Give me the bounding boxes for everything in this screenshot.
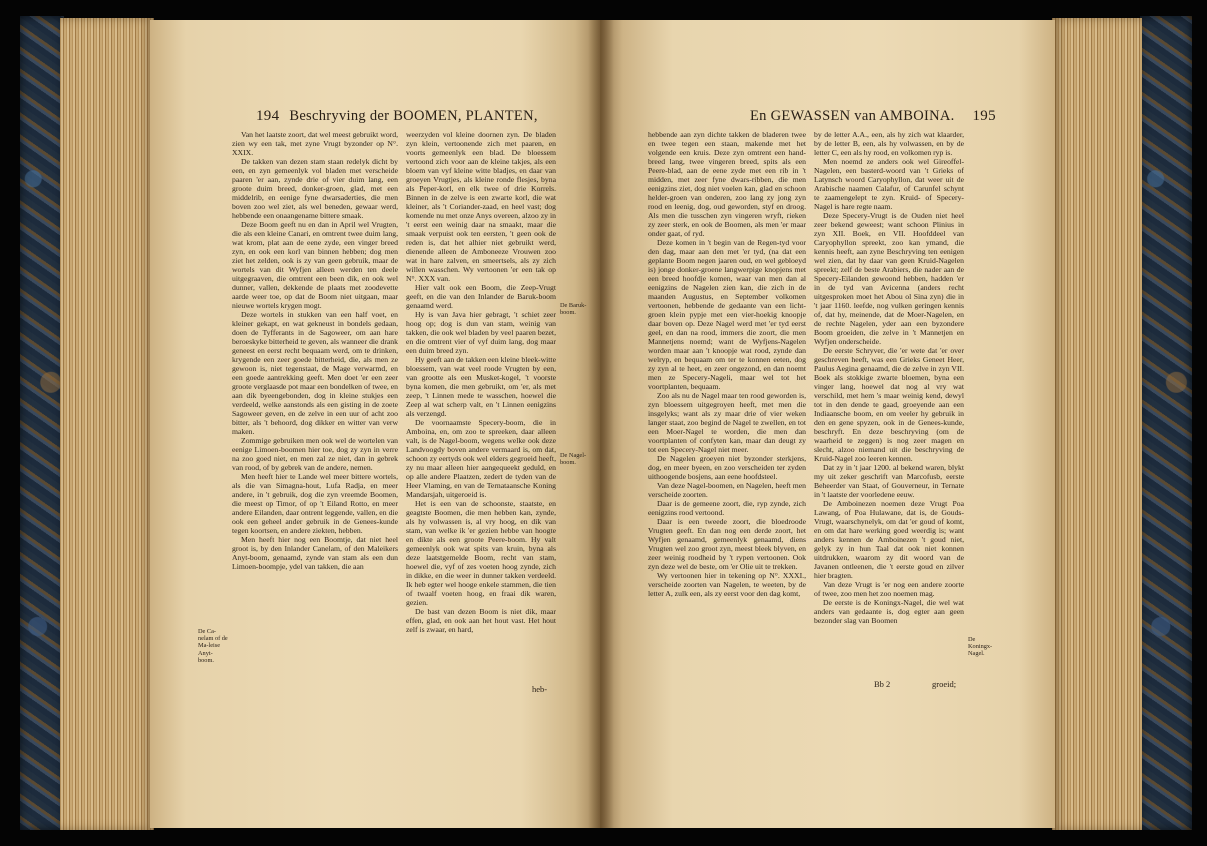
margin-note: De Ca-nelam of de Ma-leise Anyt-boom. — [198, 628, 228, 664]
margin-note: De Koningx-Nagel. — [968, 636, 993, 658]
paragraph: Van deze Nagel-boomen, en Nagelen, heeft men verscheide zoorten. — [648, 481, 806, 499]
paragraph: De eerste Schryver, die 'er wete dat 'er over geschreven heeft, was een Grieks Geneet Heer, Paulus Aegina genaamd, die de zelve in zyn VII. Boek als stokkige zwarte bloemen, byna een vinger lang, hoewel dat nog al vry wat verschild, met hem 's maar weinig kend, dewyl tot in den dende te gaad, groeyende aan een Indiaansche boom, en om veeler hy gebruik in den en gene spyzen, ook in de Genees-kunde, beschryft. En deze beschryving (om de waarheid te zeggen) is nog zeer magen en slecht, alzoo niemand uit die beschryving de Kruid-Nagel zoo leeren kennen. — [814, 346, 964, 463]
text-column-left-2 — [406, 130, 556, 682]
paragraph: hebbende aan zyn dichte takken de bladeren twee en twee tegen een staan, makende met het volgende een kruis. Deze zyn omtrent een hand-breed lang, twee vingeren breed, spits als een Peere-blad, aan de eene zyde met een rib in 't midden, met zeer fyne dwars-ribben, die men eenigzins ziet, dog niet voelen kan, glad en schoon helder-groen van onderen, zoo lang zy jong zyn rood en leenig, dog, oud geworden, styf en droog. Als men die tusschen zyn vingeren wryft, rieken zy zeer sterk, en ook de Boomen, als men 'er maar onder gaat, of ryd. — [648, 130, 806, 238]
page-number: 194 — [256, 108, 280, 124]
margin-note: De Baruk-boom. — [560, 302, 587, 317]
paragraph: Deze komen in 't begin van de Regen-tyd voor den dag, maar aan den met 'er tyd, (na dat een geplante Boom negen jaaren oud, en wel gebloeyd is) jonge donker-groene langwerpige knopjens met een breed hoofdje komen, waar van men dan al eenigzins de Nagelen zien kan, die zich in de maanden Augustus, en September volkomen vertoonen, hebbende de gedaante van een licht-groen klein pypje met een vier-hoekig knoopje daar boven op. Deze Nagel werd met 'er tyd eerst geel, en dan na rood, immers die zoort, die men Mannetjens noemd; want de Wyfjens-Nagelen worden maar aan 't knoopje wat rood, zynde dan welryp, en bequaam om ter te konnen eeten, dog zy zyn al te heet, en zeer ongezond, en dan noemt men ze Specery-Nageli, maar wel tot het voortplanten, bequaam. — [648, 238, 806, 391]
paragraph: Dat zy in 't jaar 1200. al bekend waren, blykt my uit zeker geschrift van Marcofusb, eerste Beheerder van Staat, of Gouverneur, in Ternate in 't laatste der voorledene eeuw. — [814, 463, 964, 499]
paragraph: Deze Specery-Vrugt is de Ouden niet heel zeer bekend geweest; want schoon Plinius in zyn XII. Boek, en VII. Hoofddeel van Caryophyllon spreekt, zoo kan ymand, die kennis heeft, aan zyne Beschryving ten eenigen wel zien, dat hy daar van geen Kruid-Nagelen spreekt; zelf de beste Arabiers, die nader aan de Specery-Eilanden gewoond hebben, hadden 'er in de tyd van Avicenna (anders recht uitgesproken moet het Abou ol Sina zyn) die in 't jaar 1160. leefde, nog vulken geringen kennis of, dat hy, meinende, dat de Moer-Nagelen, en de rechte Nagelen, yder aan een byzondere Boom groeiden, die zelve in 't Mannetjen en Wyfjen onderscheide. — [814, 211, 964, 346]
paragraph: De voornaamste Specery-boom, die in Amboina, en, om zoo te spreeken, daar alleen valt, is de Nagel-boom, wegens welke ook deze Landvoogdy boven andere vermaard is, om dat, schoon zy eertyds ook wel elders gegroeid heeft, zy nu maar alleen hier aangequeekt geduld, en op alle andere Plaatzen, zedert de tyden van de Heer Vlaming, en van de Ternataansche Koning Mandarsjah, uitgeroeid is. — [406, 418, 556, 499]
page-edges-left — [60, 18, 154, 830]
right-page-header — [750, 108, 996, 125]
paragraph: De Amboinezen noemen deze Vrugt Poa Lawang, of Poa Hulawane, dat is, de Gouds-Vrugt, waarschynelyk, om dat 'er goud of komt, en om dat hare werking goed weerdig is; want anders kennen de Amboinezen 't goud niet, gelyk zy in hun Taal dat ook niet konnen uitdrukken, waarom zy dit woord van de Javanen ontleenen, die 't eerste goud en zilver hier bragten. — [814, 499, 964, 580]
running-title: Beschryving der BOOMEN, PLANTEN, — [289, 108, 538, 124]
paragraph: Hy geeft aan de takken een kleine bleek-witte bloessem, van wat veel roode Vrugten by een, van grootte als een Musket-kogel, 't voorste byna komen, die men gebruikt, om 'er, als met zeep, 't Linnen mede te wasschen, hoewel die Zeep al wat scherp valt, en 't Linnen eenigzins als verzengd. — [406, 355, 556, 418]
paragraph: Deze wortels in stukken van een half voet, en kleiner gekapt, en wat gekneust in bondels gedaan, doen de Tyfferants in de Sagoweer, om aan hare beroeskyke bitterheid te geven, als wanneer die drank geneest en eerst recht bequaam werd, om te drinken, krygende een zeer goede bitterheid, die, als men ze gewoon is, niet tegenstaat, de Mage verwarmd, en een goede aantrekking geeft. Men doet 'er een zeer groote verglaasde pot maar een bondelken of twee, en aan dik byeengebonden, dog in kleine stukjes een verdeeld, welke aanstonds als een gisting in de zoete Sagoweer geven, en de zelve in een uur of acht zoo bitter, als 't behoord, dog dikker en witter van verw maken. — [232, 310, 398, 436]
paragraph: De eerste is de Koningx-Nagel, die wel wat anders van gedaante is, dog egter aan geen bezonder slag van Boomen — [814, 598, 964, 625]
paragraph: Deze Boom geeft nu en dan in April wel Vrugten, die als een kleine Canari, en omtrent twee duim lang, wat krom, plat aan de eene zyde, een vinger breed zyn, en ook een korl van binnen hebben; dog men ziet het zelden, ook is zy van geen gebruik, maar de wortels van dit Wyfjen alleen werden ten deele uitgegraaven, die omtrent een been dik, en ook wel dunner, vallen, dekkende de plaats met zoodevette aarde weer toe, op dat de Boom niet uitgaan, maar nieuwe wortels krygen mogt. — [232, 220, 398, 310]
paragraph: Men noemd ze anders ook wel Gireoffel-Nagelen, een basterd-woord van 't Grieks of Latynsch woord Caryophyllon, dat weer uit de Arabische naamen Calafur, of Carunfel schynt te zaamengelept te zyn. Kruid- of Specery-Nagel is hare regte naam. — [814, 157, 964, 211]
paragraph: De takken van dezen stam staan redelyk dicht by een, en zyn gemeenlyk vol bladen met verscheide paaren 'er aan, zynde drie of vier duim lang, een groote duim breed, donker-groen, glad, met een middelrib, en eenige fyne dwarsaderties, die men boven zoo wel ziet, als wel beneden, gewaar werd, hebbende een onaangename bittere smaak. — [232, 157, 398, 220]
text-column-right-2 — [814, 130, 964, 682]
page-number: 195 — [972, 108, 996, 124]
paragraph: Hier valt ook een Boom, die Zeep-Vrugt geeft, en die van den Inlander de Baruk-boom genaamd werd. — [406, 283, 556, 310]
paragraph: Van het laatste zoort, dat wel meest gebruikt word, zien wy een tak, met zyne Vrugt byzonder op N°. XXIX. — [232, 130, 398, 157]
text-column-left-1 — [232, 130, 398, 682]
paragraph: weerzyden vol kleine doornen zyn. De bladen zyn klein, vertoonende zich met paaren, en voorts gemeenlyk een blad. De bloessem vertoond zich voor aan de kleine takjes, als een bloem van vyf kleine witte bladjes, en daar van groeyen Vrugtjes, als kleine ronde flesjes, byna als Peper-korl, en elk twee of drie Korrels. Binnen in de zelve is een zwarte korl, die wat kleiner, als 't Coriander-zaad, en heel vast; dog komende nu met onze Anys overeen, alzoo zy in 't eerst een weinig daar na smaakt, maar die smaak verpuist ook ten eersten, 't geen ook de reden is, dat het alhier niet gebruikt werd, dienende alleen de Amboneeze Vrouwen zoo wat in hare zalven, en smeertsels, als zy zich willen wasschen. Wy vertoonen 'er een tak op N°. XXX van. — [406, 130, 556, 283]
text-column-right-1 — [648, 130, 806, 682]
paragraph: Hy is van Java hier gebragt, 't schiet zeer hoog op; dog is dun van stam, weinig van takken, die ook wel bladen by veel paaren bezet, en die omtrent vier of vyf duim lang, dog maar een duim breed zyn. — [406, 310, 556, 355]
catchword: heb- — [532, 684, 548, 694]
paragraph: De Nagelen groeyen niet byzonder sterkjens, dog, en meer byeen, en zoo verscheiden ter zyden uithoogende bosjens, aan eene hoofdsteel. — [648, 454, 806, 481]
running-title: En GEWASSEN van AMBOINA. — [750, 108, 955, 124]
paragraph: Van deze Vrugt is 'er nog een andere zoorte of twee, zoo men het zoo noemen mag. — [814, 580, 964, 598]
paragraph: by de letter A.A., een, als hy zich wat klaarder, by de letter B, een, als hy volwassen, en by de letter C, een als hy rood, en volkomen ryp is. — [814, 130, 964, 157]
paragraph: Wy vertoonen hier in tekening op N°. XXXI., verscheide zoorten van Nagelen, te weeten, by de letter A, zulk een, als zy eerst voor den dag komt, — [648, 571, 806, 598]
book-gutter — [588, 20, 614, 828]
paragraph: Daar is een tweede zoort, die bloedroode Vrugten geeft. En dan nog een derde zoort, het Wyfjen genaamd, gemeenlyk genaamd, diens Vrugten wel zoo groot zyn, meest bleek blyven, en zeer weinig roodheid by 't rypen vertoonen. Ook zyn deze wel de beste, om 'er Olie uit te trekken. — [648, 517, 806, 571]
catchword: groeid; — [932, 679, 957, 689]
margin-note: De Nagel-boom. — [560, 452, 587, 467]
paragraph: Het is een van de schoonste, staatste, en geagtste Boomen, die men hebben kan, zynde, als hy volwassen is, al vry hoog, en dik van stam, van welke ik 'er gezien hebbe van hoogte en dikte als een groote Peere-boom. Hy valt gemeenlyk ook wat spits van kruin, byna als deze laatstgemelde Boom, recht van stam, hoewel die, vyf of zes voeten hoog zynde, zich in dikke, en die weer in dunner takken verdeeld. Ik heb egter wel hooge enkele stammen, die tien of twaalf voeten hoog, en fraai dik waren, gezien. — [406, 499, 556, 607]
page-edges-right — [1052, 18, 1142, 830]
paragraph: Men heeft hier te Lande wel meer bittere wortels, als die van Simagna-hout, Lufa Radja, en meer andere, in 't gebruik, dog die zyn vreemde Boomen, die meest op Timor, of op 't Eiland Rotto, en meer andere Eilanden, daar ontrent leggende, vallen, en die ook een geheel ander gebruik in de Genees-kunde tegen koortsen, en andere ziekten, hebben. — [232, 472, 398, 535]
left-page-header — [256, 108, 538, 125]
signature-mark: Bb 2 — [874, 679, 891, 689]
paragraph: Daar is de gemeene zoort, die, ryp zynde, zich eenigzins rood vertoond. — [648, 499, 806, 517]
paragraph: Zoo als nu de Nagel maar ten rood geworden is, zyn bloessem uitgegroyen heeft, met men die insgelyks; want als zy maar drie of vier weken langer staat, zoo begind de Nagel te zwellen, en tot een Moer-Nagel te worden, die men dan voortplanten of confyten kan, maar dan deugt zy tot een Specery-Nagel niet meer. — [648, 391, 806, 454]
marbled-cover-right — [1140, 16, 1192, 830]
paragraph: Men heeft hier nog een Boomtje, dat niet heel groot is, by den Inlander Canelam, of den Maleikers Anyt-boom, genaamd, zynde van stam als een dun Limoen-boompje, ydel van takken, die aan — [232, 535, 398, 571]
paragraph: De bast van dezen Boom is niet dik, maar effen, glad, en ook aan het hout vast. Het hout zelf is zwaar, en hard, — [406, 607, 556, 634]
paragraph: Zommige gebruiken men ook wel de wortelen van eenige Limoen-boomen hier toe, dog zy zyn in verre na zoo goed niet, en men zal ze niet, dan in gebrek van rood, of by gebrek van de andere, nemen. — [232, 436, 398, 472]
marbled-cover-left — [20, 16, 64, 830]
